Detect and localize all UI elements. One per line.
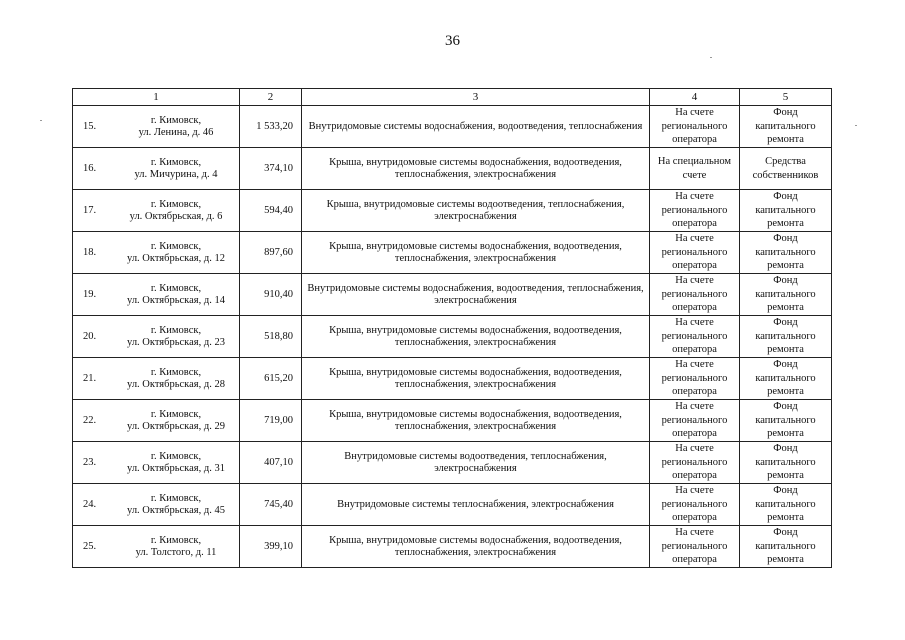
address-city: г. Кимовск,	[150, 366, 202, 378]
row-number: 23.	[83, 456, 97, 468]
amount-cell: 745,40	[240, 484, 302, 526]
account-cell: На счете регионального оператора	[650, 316, 740, 358]
column-header: 1	[73, 89, 240, 106]
works-cell: Крыша, внутридомовые системы водоснабжения, водоотведения, теплоснабжения, электроснабжения	[302, 316, 650, 358]
table-header-row	[73, 89, 832, 106]
address-cell	[73, 316, 240, 358]
table-row	[73, 190, 832, 232]
table-row	[73, 316, 832, 358]
address-street: ул. Октябрьская, д. 28	[127, 378, 225, 390]
address-street: ул. Толстого, д. 11	[135, 546, 217, 558]
works-cell: Внутридомовые системы теплоснабжения, электроснабжения	[302, 484, 650, 526]
address-street: ул. Октябрьская, д. 29	[127, 420, 225, 432]
works-cell: Крыша, внутридомовые системы водоснабжения, водоотведения, теплоснабжения, электроснабжения	[302, 400, 650, 442]
scan-speck	[855, 125, 857, 126]
address	[115, 325, 237, 349]
account-cell: На специальном счете	[650, 148, 740, 190]
address-city: г. Кимовск,	[150, 282, 202, 294]
address-cell	[73, 190, 240, 232]
works-cell: Внутридомовые системы водоотведения, теплоснабжения, электроснабжения	[302, 442, 650, 484]
works-cell: Крыша, внутридомовые системы водоснабжения, водоотведения, теплоснабжения, электроснабжения	[302, 358, 650, 400]
funding-source-cell: Фонд капитального ремонта	[740, 190, 832, 232]
table-row	[73, 274, 832, 316]
address-city: г. Кимовск,	[150, 198, 202, 210]
funding-source-cell: Фонд капитального ремонта	[740, 232, 832, 274]
scan-speck	[40, 120, 42, 121]
account-cell: На счете регионального оператора	[650, 274, 740, 316]
row-number: 18.	[83, 246, 97, 258]
address-cell	[73, 106, 240, 148]
address-street: ул. Октябрьская, д. 31	[127, 462, 225, 474]
address-cell	[73, 274, 240, 316]
account-cell: На счете регионального оператора	[650, 484, 740, 526]
address-city: г. Кимовск,	[150, 492, 202, 504]
column-header: 3	[302, 89, 650, 106]
amount-cell: 910,40	[240, 274, 302, 316]
page-number: 36	[445, 33, 460, 49]
address-city: г. Кимовск,	[150, 408, 202, 420]
address-street: ул. Октябрьская, д. 23	[127, 336, 225, 348]
funding-source-cell: Фонд капитального ремонта	[740, 274, 832, 316]
account-cell: На счете регионального оператора	[650, 232, 740, 274]
funding-source-cell: Фонд капитального ремонта	[740, 316, 832, 358]
address	[115, 241, 237, 265]
amount-cell: 399,10	[240, 526, 302, 568]
address-city: г. Кимовск,	[150, 156, 202, 168]
row-number: 25.	[83, 540, 97, 552]
row-number: 15.	[83, 120, 97, 132]
row-number: 16.	[83, 162, 97, 174]
address-cell	[73, 484, 240, 526]
works-cell: Крыша, внутридомовые системы водоснабжения, водоотведения, теплоснабжения, электроснабжения	[302, 148, 650, 190]
amount-cell: 594,40	[240, 190, 302, 232]
table-row	[73, 148, 832, 190]
address-city: г. Кимовск,	[150, 114, 202, 126]
table-row	[73, 526, 832, 568]
address-street: ул. Октябрьская, д. 12	[127, 252, 225, 264]
address	[115, 367, 237, 391]
column-header: 5	[740, 89, 832, 106]
works-cell: Крыша, внутридомовые системы водоотведения, теплоснабжения, электроснабжения	[302, 190, 650, 232]
table-row	[73, 442, 832, 484]
address-street: ул. Октябрьская, д. 45	[127, 504, 225, 516]
address-city: г. Кимовск,	[150, 534, 202, 546]
table-row	[73, 106, 832, 148]
funding-source-cell: Фонд капитального ремонта	[740, 442, 832, 484]
amount-cell: 897,60	[240, 232, 302, 274]
funding-source-cell: Фонд капитального ремонта	[740, 484, 832, 526]
account-cell: На счете регионального оператора	[650, 106, 740, 148]
address-cell	[73, 442, 240, 484]
column-header: 4	[650, 89, 740, 106]
account-cell: На счете регионального оператора	[650, 358, 740, 400]
address	[115, 535, 237, 559]
address-cell	[73, 358, 240, 400]
table-row	[73, 232, 832, 274]
row-number: 24.	[83, 498, 97, 510]
row-number: 19.	[83, 288, 97, 300]
column-header: 2	[240, 89, 302, 106]
row-number: 17.	[83, 204, 97, 216]
address-cell	[73, 400, 240, 442]
amount-cell: 1 533,20	[240, 106, 302, 148]
address	[115, 409, 237, 433]
address-city: г. Кимовск,	[150, 324, 202, 336]
account-cell: На счете регионального оператора	[650, 442, 740, 484]
works-cell: Внутридомовые системы водоснабжения, водоотведения, теплоснабжения	[302, 106, 650, 148]
table-row	[73, 358, 832, 400]
address-street: ул. Мичурина, д. 4	[134, 168, 218, 180]
funding-source-cell: Фонд капитального ремонта	[740, 106, 832, 148]
address	[115, 199, 237, 223]
funding-source-cell: Фонд капитального ремонта	[740, 358, 832, 400]
address-street: ул. Ленина, д. 46	[138, 126, 214, 138]
funding-source-cell: Средства собственников	[740, 148, 832, 190]
address-cell	[73, 526, 240, 568]
row-number: 20.	[83, 330, 97, 342]
address-street: ул. Октябрьская, д. 14	[127, 294, 225, 306]
funding-source-cell: Фонд капитального ремонта	[740, 526, 832, 568]
address-city: г. Кимовск,	[150, 450, 202, 462]
address	[115, 157, 237, 181]
amount-cell: 615,20	[240, 358, 302, 400]
account-cell: На счете регионального оператора	[650, 400, 740, 442]
amount-cell: 374,10	[240, 148, 302, 190]
scan-speck	[710, 57, 712, 58]
works-cell: Внутридомовые системы водоснабжения, водоотведения, теплоснабжения, электроснабжения	[302, 274, 650, 316]
amount-cell: 407,10	[240, 442, 302, 484]
account-cell: На счете регионального оператора	[650, 190, 740, 232]
table-row	[73, 484, 832, 526]
address	[115, 451, 237, 475]
address	[115, 115, 237, 139]
account-cell: На счете регионального оператора	[650, 526, 740, 568]
works-cell: Крыша, внутридомовые системы водоснабжения, водоотведения, теплоснабжения, электроснабжения	[302, 526, 650, 568]
address-city: г. Кимовск,	[150, 240, 202, 252]
address-cell	[73, 232, 240, 274]
address	[115, 283, 237, 307]
amount-cell: 518,80	[240, 316, 302, 358]
repair-schedule-table	[72, 88, 832, 568]
amount-cell: 719,00	[240, 400, 302, 442]
row-number: 21.	[83, 372, 97, 384]
address	[115, 493, 237, 517]
address-cell	[73, 148, 240, 190]
row-number: 22.	[83, 414, 97, 426]
address-street: ул. Октябрьская, д. 6	[129, 210, 223, 222]
works-cell: Крыша, внутридомовые системы водоснабжения, водоотведения, теплоснабжения, электроснабжения	[302, 232, 650, 274]
table-row	[73, 400, 832, 442]
funding-source-cell: Фонд капитального ремонта	[740, 400, 832, 442]
